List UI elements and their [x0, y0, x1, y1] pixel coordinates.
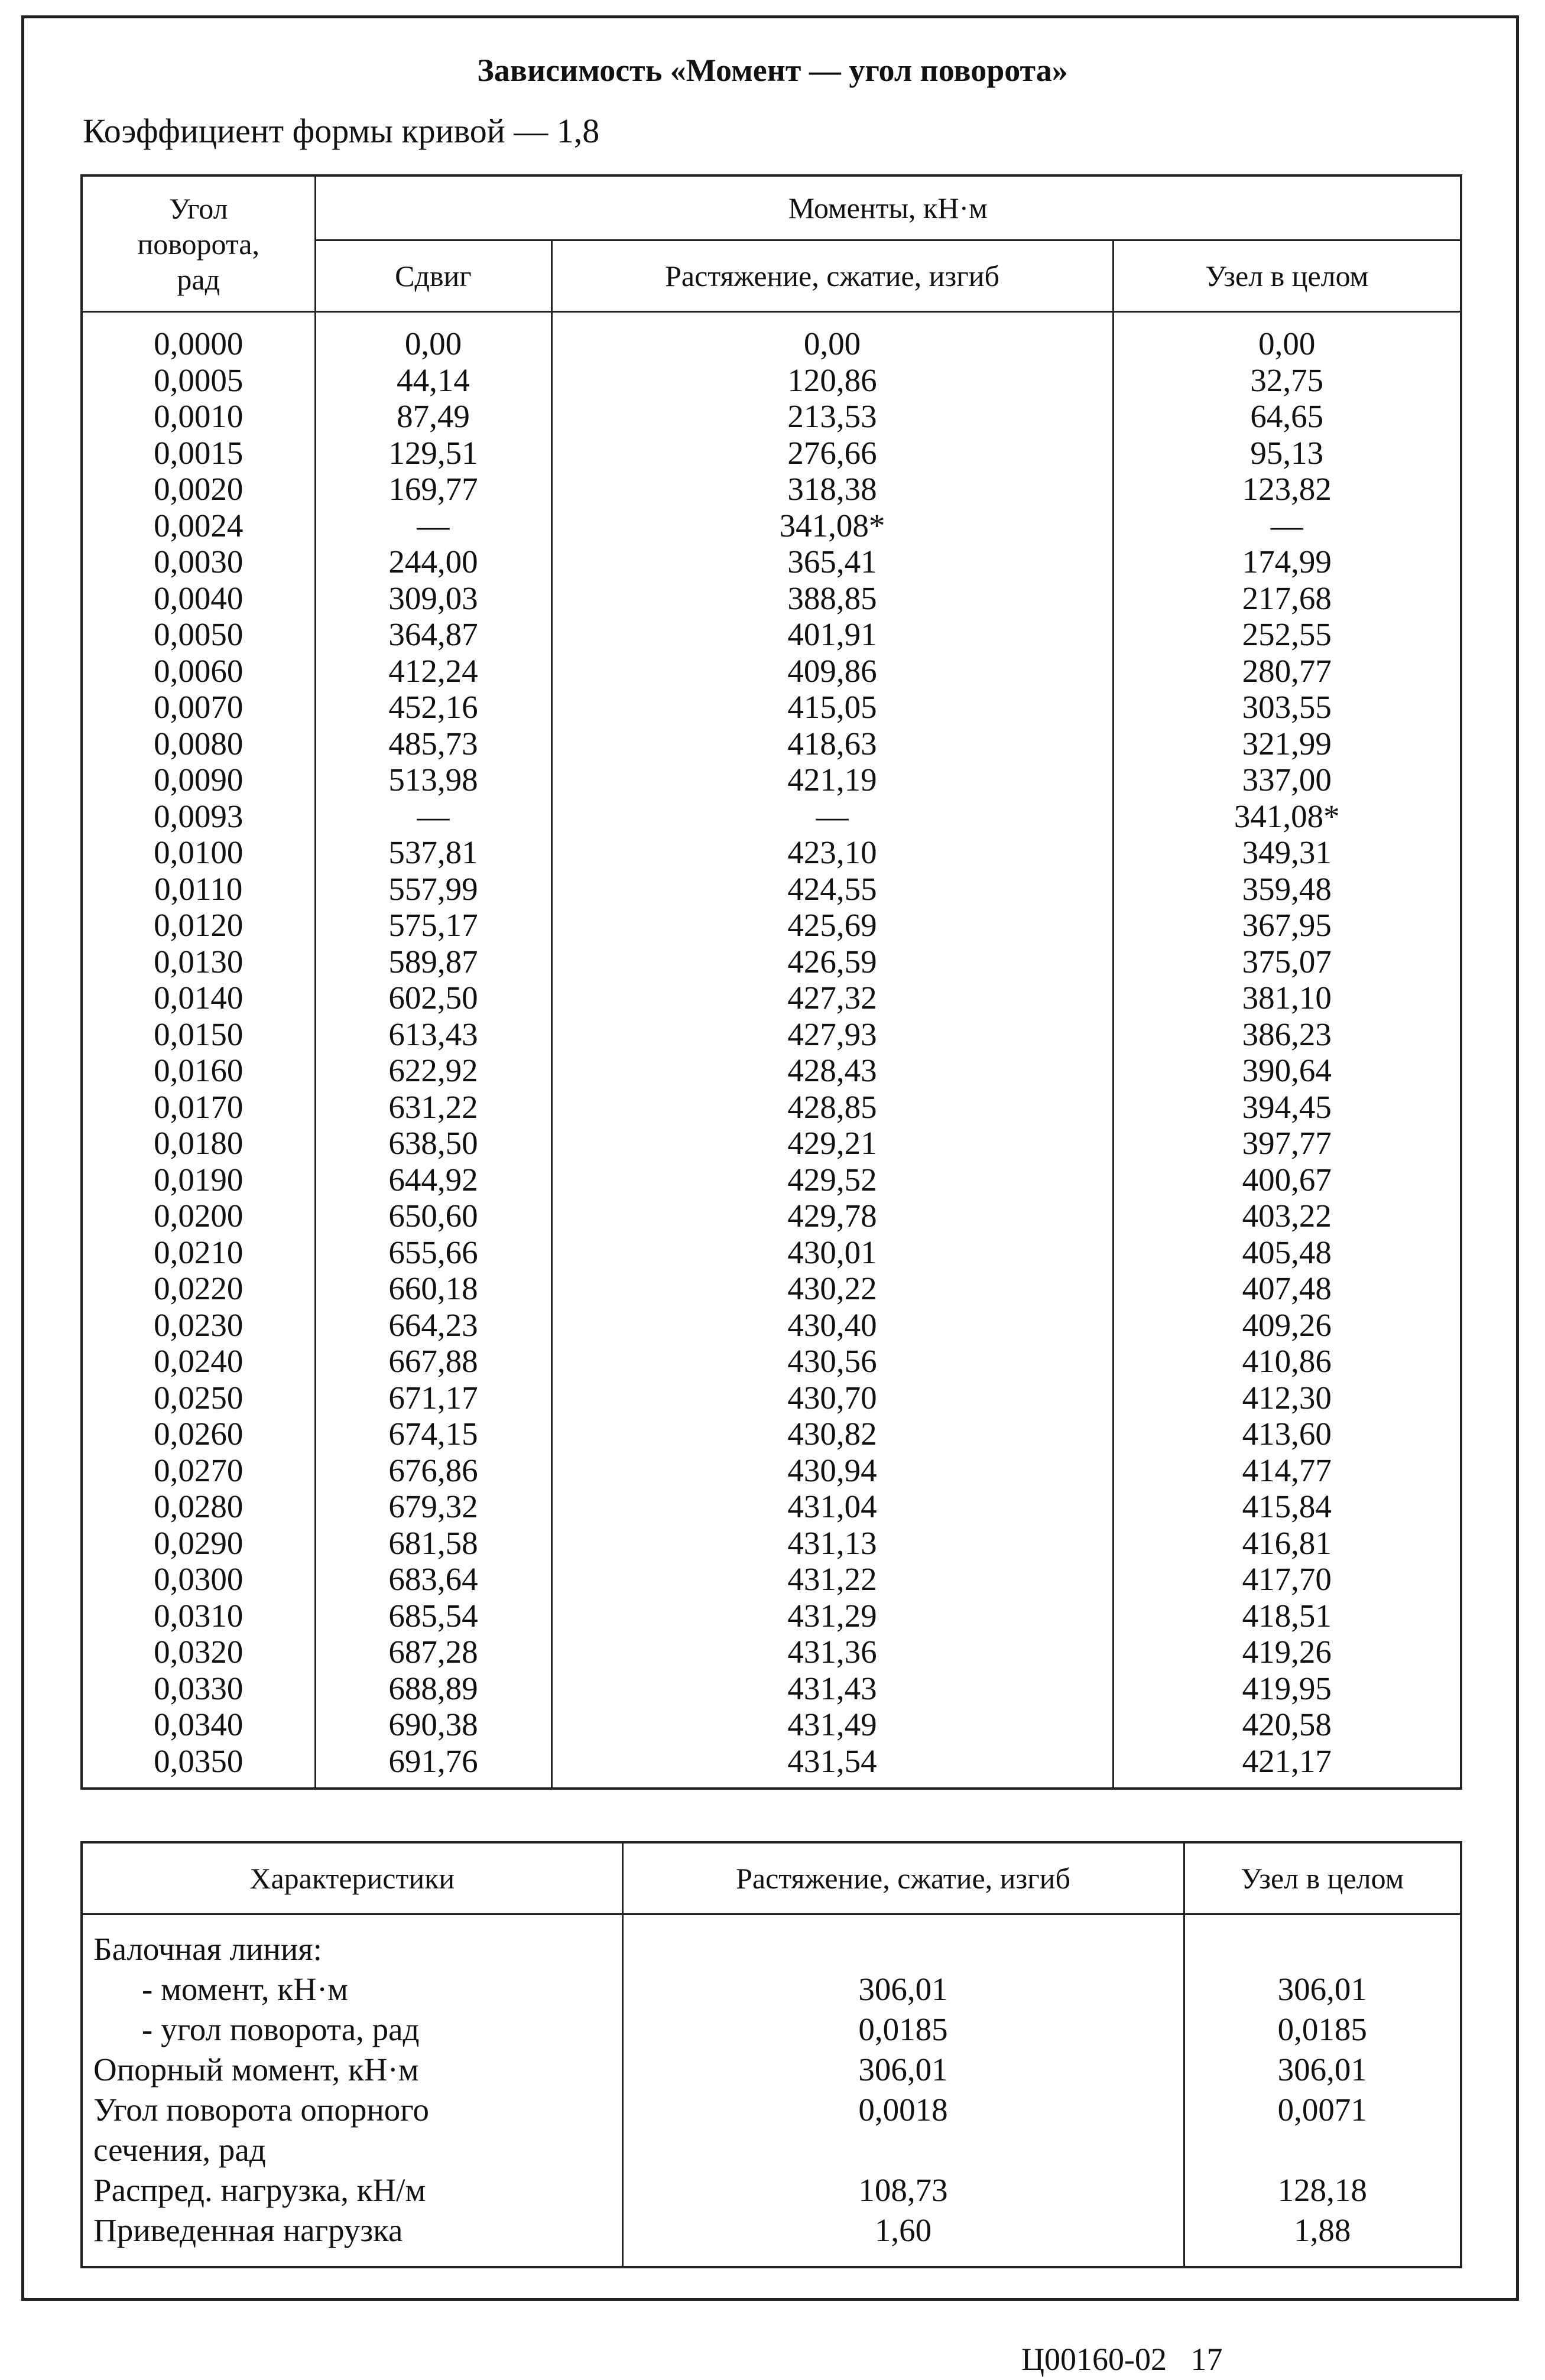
angle-value: 0,0310: [82, 1598, 315, 1634]
shear-value: 681,58: [315, 1525, 551, 1562]
angle-value: 0,0020: [82, 471, 315, 508]
table-row: [82, 1525, 1461, 1562]
tension-value: 430,70: [551, 1380, 1113, 1416]
tension-value: 430,82: [551, 1416, 1113, 1452]
table-row: [82, 2210, 1461, 2267]
node-value: 375,07: [1113, 944, 1461, 980]
angle-value: 0,0150: [82, 1016, 315, 1053]
tension-value: 424,55: [551, 871, 1113, 908]
tension-value: 426,59: [551, 944, 1113, 980]
node-value: 386,23: [1113, 1016, 1461, 1053]
angle-value: 0,0015: [82, 435, 315, 472]
header-angle-line: Угол: [168, 191, 228, 225]
tension-value: 108,73: [622, 2170, 1184, 2210]
shear-value: 575,17: [315, 907, 551, 944]
angle-value: 0,0050: [82, 616, 315, 653]
table-row: [82, 1634, 1461, 1670]
table-row: [82, 2010, 1461, 2050]
node-value: 410,86: [1113, 1343, 1461, 1380]
header-tension: Растяжение, сжатие, изгиб: [551, 240, 1113, 312]
node-value: 381,10: [1113, 980, 1461, 1016]
shear-value: 44,14: [315, 362, 551, 399]
shear-value: 691,76: [315, 1743, 551, 1789]
table-row: [82, 1598, 1461, 1634]
tension-value: 409,86: [551, 653, 1113, 690]
table-row: [82, 1307, 1461, 1344]
angle-value: 0,0250: [82, 1380, 315, 1416]
node-value: 306,01: [1184, 1969, 1461, 2010]
tension-value: 213,53: [551, 398, 1113, 435]
node-value: 123,82: [1113, 471, 1461, 508]
node-value: 417,70: [1113, 1561, 1461, 1598]
moment-angle-table: [80, 174, 1462, 1790]
node-value: 420,58: [1113, 1706, 1461, 1743]
node-value: —: [1113, 508, 1461, 544]
tension-value: 318,38: [551, 471, 1113, 508]
tension-value: 430,40: [551, 1307, 1113, 1344]
table-row: [82, 2170, 1461, 2210]
shear-value: 557,99: [315, 871, 551, 908]
tension-value: 428,85: [551, 1089, 1113, 1126]
tension-value: 430,22: [551, 1270, 1113, 1307]
table-row: [82, 1016, 1461, 1053]
tension-value: 425,69: [551, 907, 1113, 944]
tension-value: 1,60: [622, 2210, 1184, 2267]
node-value: 412,30: [1113, 1380, 1461, 1416]
node-value: 419,95: [1113, 1670, 1461, 1707]
tension-value: 431,22: [551, 1561, 1113, 1598]
angle-value: 0,0190: [82, 1162, 315, 1198]
characteristic-label: - угол поворота, рад: [82, 2010, 622, 2050]
shear-value: 485,73: [315, 726, 551, 762]
angle-value: 0,0330: [82, 1670, 315, 1707]
angle-value: 0,0040: [82, 580, 315, 617]
angle-value: 0,0230: [82, 1307, 315, 1344]
characteristic-label: Приведенная нагрузка: [82, 2210, 622, 2267]
table-row: [82, 1089, 1461, 1126]
characteristic-label: Опорный момент, кН·м: [82, 2050, 622, 2090]
tension-value: 427,93: [551, 1016, 1113, 1053]
node-value: 367,95: [1113, 907, 1461, 944]
tension-value: 388,85: [551, 580, 1113, 617]
tension-value: 428,43: [551, 1052, 1113, 1089]
table-row: [82, 1162, 1461, 1198]
table-row: [82, 689, 1461, 726]
angle-value: 0,0350: [82, 1743, 315, 1789]
table-row: [82, 1125, 1461, 1162]
tension-value: 423,10: [551, 834, 1113, 871]
shear-value: 644,92: [315, 1162, 551, 1198]
header-node: Узел в целом: [1113, 240, 1461, 312]
moment-table-body: [82, 312, 1461, 1789]
node-value: 405,48: [1113, 1234, 1461, 1271]
node-value: 400,67: [1113, 1162, 1461, 1198]
table-row: [82, 435, 1461, 472]
shear-value: 655,66: [315, 1234, 551, 1271]
table-row: [82, 1561, 1461, 1598]
shear-value: 687,28: [315, 1634, 551, 1670]
shear-value: 537,81: [315, 834, 551, 871]
shear-value: 412,24: [315, 653, 551, 690]
angle-value: 0,0130: [82, 944, 315, 980]
node-value: 252,55: [1113, 616, 1461, 653]
table-row: [82, 508, 1461, 544]
node-value: 413,60: [1113, 1416, 1461, 1452]
shear-value: 690,38: [315, 1706, 551, 1743]
shear-value: 664,23: [315, 1307, 551, 1344]
header-angle: [82, 175, 315, 312]
shear-value: 679,32: [315, 1488, 551, 1525]
header-node: Узел в целом: [1184, 1842, 1461, 1914]
tension-value: 401,91: [551, 616, 1113, 653]
angle-value: 0,0060: [82, 653, 315, 690]
table-row: [82, 907, 1461, 944]
header-angle-line: рад: [177, 262, 220, 296]
angle-value: 0,0000: [82, 312, 315, 362]
angle-value: 0,0200: [82, 1198, 315, 1234]
table-row: [82, 1914, 1461, 1970]
node-value: 32,75: [1113, 362, 1461, 399]
shear-value: —: [315, 798, 551, 835]
angle-value: 0,0024: [82, 508, 315, 544]
characteristic-label: - момент, кН·м: [82, 1969, 622, 2010]
table-row: [82, 980, 1461, 1016]
shear-value: 602,50: [315, 980, 551, 1016]
table-row: [82, 944, 1461, 980]
shear-value: 244,00: [315, 544, 551, 580]
table-row: [82, 726, 1461, 762]
angle-value: 0,0090: [82, 762, 315, 798]
node-value: 1,88: [1184, 2210, 1461, 2267]
tension-value: 0,0185: [622, 2010, 1184, 2050]
node-value: 303,55: [1113, 689, 1461, 726]
tension-value: 0,0018: [622, 2090, 1184, 2170]
tension-value: 415,05: [551, 689, 1113, 726]
angle-value: 0,0210: [82, 1234, 315, 1271]
tension-value: 431,29: [551, 1598, 1113, 1634]
tension-value: 429,21: [551, 1125, 1113, 1162]
angle-value: 0,0070: [82, 689, 315, 726]
angle-value: 0,0240: [82, 1343, 315, 1380]
node-value: 306,01: [1184, 2050, 1461, 2090]
tension-value: 429,78: [551, 1198, 1113, 1234]
characteristics-table: [80, 1841, 1462, 2268]
table-row: [82, 312, 1461, 362]
shear-value: 622,92: [315, 1052, 551, 1089]
tension-value: 421,19: [551, 762, 1113, 798]
table-row: [82, 798, 1461, 835]
node-value: 409,26: [1113, 1307, 1461, 1344]
header-characteristics: Характеристики: [82, 1842, 622, 1914]
angle-value: 0,0270: [82, 1452, 315, 1489]
node-value: 390,64: [1113, 1052, 1461, 1089]
tension-value: 431,43: [551, 1670, 1113, 1707]
angle-value: 0,0160: [82, 1052, 315, 1089]
shear-value: 674,15: [315, 1416, 551, 1452]
table-row: [82, 1706, 1461, 1743]
node-value: 128,18: [1184, 2170, 1461, 2210]
node-value: 414,77: [1113, 1452, 1461, 1489]
node-value: 415,84: [1113, 1488, 1461, 1525]
tension-value: 306,01: [622, 2050, 1184, 2090]
shear-value: 513,98: [315, 762, 551, 798]
characteristic-label-line: Угол поворота опорного: [93, 2092, 429, 2128]
table-row: [82, 653, 1461, 690]
table-row: [82, 616, 1461, 653]
table-row: [82, 362, 1461, 399]
tension-value: 341,08*: [551, 508, 1113, 544]
tension-value: 365,41: [551, 544, 1113, 580]
angle-value: 0,0260: [82, 1416, 315, 1452]
node-value: 337,00: [1113, 762, 1461, 798]
angle-value: 0,0080: [82, 726, 315, 762]
node-value: 95,13: [1113, 435, 1461, 472]
shear-value: 631,22: [315, 1089, 551, 1126]
tension-value: 431,04: [551, 1488, 1113, 1525]
angle-value: 0,0140: [82, 980, 315, 1016]
characteristic-label: [82, 2090, 622, 2170]
angle-value: 0,0280: [82, 1488, 315, 1525]
page-number: 17: [1190, 2342, 1223, 2377]
tension-value: 431,49: [551, 1706, 1113, 1743]
node-value: 416,81: [1113, 1525, 1461, 1562]
angle-value: 0,0180: [82, 1125, 315, 1162]
tension-value: 276,66: [551, 435, 1113, 472]
angle-value: 0,0300: [82, 1561, 315, 1598]
tension-value: 427,32: [551, 980, 1113, 1016]
tension-value: 431,13: [551, 1525, 1113, 1562]
node-value: 321,99: [1113, 726, 1461, 762]
angle-value: 0,0340: [82, 1706, 315, 1743]
angle-value: 0,0120: [82, 907, 315, 944]
table-row: [82, 1416, 1461, 1452]
angle-value: 0,0290: [82, 1525, 315, 1562]
header-tension: Растяжение, сжатие, изгиб: [622, 1842, 1184, 1914]
shear-value: 660,18: [315, 1270, 551, 1307]
header-shear: Сдвиг: [315, 240, 551, 312]
shear-value: 452,16: [315, 689, 551, 726]
tension-value: 431,36: [551, 1634, 1113, 1670]
angle-value: 0,0110: [82, 871, 315, 908]
page-footer: [1021, 2341, 1222, 2378]
table-row: [82, 2090, 1461, 2170]
table-row: [82, 1052, 1461, 1089]
node-value: 0,0071: [1184, 2090, 1461, 2170]
shear-value: 129,51: [315, 435, 551, 472]
node-value: 403,22: [1113, 1198, 1461, 1234]
beam-line-label: Балочная линия:: [82, 1914, 622, 1970]
table-row: [82, 1969, 1461, 2010]
node-value: 407,48: [1113, 1270, 1461, 1307]
shear-value: 169,77: [315, 471, 551, 508]
node-value: 174,99: [1113, 544, 1461, 580]
node-value: 359,48: [1113, 871, 1461, 908]
table-row: [82, 471, 1461, 508]
table-row: [82, 1270, 1461, 1307]
shear-value: 364,87: [315, 616, 551, 653]
table-row: [82, 544, 1461, 580]
angle-value: 0,0005: [82, 362, 315, 399]
document-code: Ц00160-02: [1021, 2342, 1167, 2377]
node-value: 341,08*: [1113, 798, 1461, 835]
tension-value: —: [551, 798, 1113, 835]
tension-value: 431,54: [551, 1743, 1113, 1789]
angle-value: 0,0170: [82, 1089, 315, 1126]
angle-value: 0,0220: [82, 1270, 315, 1307]
tension-value: 430,01: [551, 1234, 1113, 1271]
table-row: [82, 1488, 1461, 1525]
table-row: [82, 398, 1461, 435]
tension-value: 120,86: [551, 362, 1113, 399]
table-row: [82, 834, 1461, 871]
angle-value: 0,0320: [82, 1634, 315, 1670]
angle-value: 0,0093: [82, 798, 315, 835]
shear-value: 589,87: [315, 944, 551, 980]
node-value: 0,00: [1113, 312, 1461, 362]
tension-value: 430,94: [551, 1452, 1113, 1489]
node-value: 349,31: [1113, 834, 1461, 871]
characteristic-label: Распред. нагрузка, кН/м: [82, 2170, 622, 2210]
node-value: 0,0185: [1184, 2010, 1461, 2050]
table-row: [82, 580, 1461, 617]
table-row: [82, 1380, 1461, 1416]
table-row: [82, 1343, 1461, 1380]
node-value: 421,17: [1113, 1743, 1461, 1789]
header-angle-line: поворота,: [137, 227, 260, 261]
shear-value: 0,00: [315, 312, 551, 362]
shear-value: 667,88: [315, 1343, 551, 1380]
angle-value: 0,0100: [82, 834, 315, 871]
node-value: 419,26: [1113, 1634, 1461, 1670]
shear-value: —: [315, 508, 551, 544]
table-row: [82, 1670, 1461, 1707]
shear-value: 613,43: [315, 1016, 551, 1053]
table-row: [82, 1743, 1461, 1789]
node-value: 217,68: [1113, 580, 1461, 617]
shear-value: 671,17: [315, 1380, 551, 1416]
table-row: [82, 2050, 1461, 2090]
characteristics-table-body: [82, 1914, 1461, 2268]
shear-value: 683,64: [315, 1561, 551, 1598]
table-row: [82, 1198, 1461, 1234]
curve-shape-coefficient: Коэффициент формы кривой — 1,8: [83, 112, 600, 150]
tension-value: 429,52: [551, 1162, 1113, 1198]
header-moments: Моменты, кН·м: [315, 175, 1461, 240]
tension-value: 306,01: [622, 1969, 1184, 2010]
table-row: [82, 762, 1461, 798]
shear-value: 87,49: [315, 398, 551, 435]
node-value: 280,77: [1113, 653, 1461, 690]
node-value: 418,51: [1113, 1598, 1461, 1634]
node-value: 397,77: [1113, 1125, 1461, 1162]
angle-value: 0,0010: [82, 398, 315, 435]
node-value: 394,45: [1113, 1089, 1461, 1126]
tension-value: 0,00: [551, 312, 1113, 362]
characteristic-label-line: сечения, рад: [93, 2132, 266, 2168]
tension-value: 418,63: [551, 726, 1113, 762]
page-title: Зависимость «Момент — угол поворота»: [477, 53, 1068, 88]
shear-value: 676,86: [315, 1452, 551, 1489]
shear-value: 685,54: [315, 1598, 551, 1634]
table-row: [82, 1234, 1461, 1271]
table-row: [82, 1452, 1461, 1489]
shear-value: 638,50: [315, 1125, 551, 1162]
shear-value: 309,03: [315, 580, 551, 617]
tension-value: 430,56: [551, 1343, 1113, 1380]
shear-value: 650,60: [315, 1198, 551, 1234]
shear-value: 688,89: [315, 1670, 551, 1707]
table-row: [82, 871, 1461, 908]
angle-value: 0,0030: [82, 544, 315, 580]
node-value: 64,65: [1113, 398, 1461, 435]
